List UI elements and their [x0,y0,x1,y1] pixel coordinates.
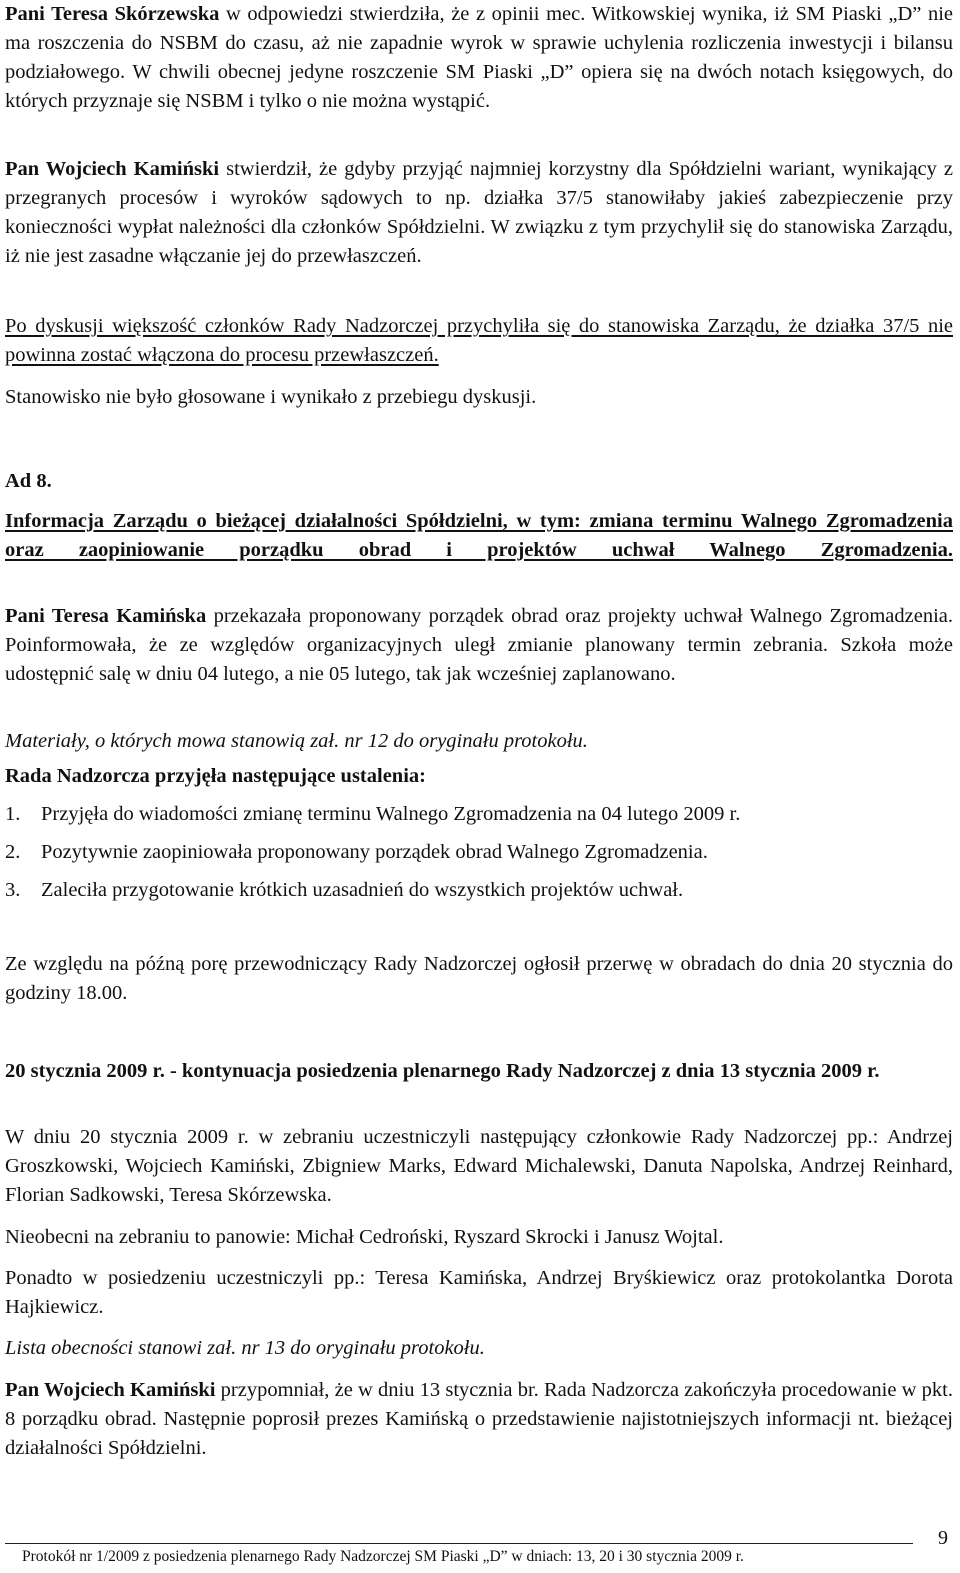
paragraph-text: Nieobecni na zebraniu to panowie: Michał Cedroński, Ryszard Skrocki i Janusz Wojtal. [5,1226,724,1248]
paragraph-text: W dniu 20 stycznia 2009 r. w zebraniu uczestniczyli następujący członkowie Rady Nadzorczej pp.: Andrzej Groszkowski, Wojciech Kamiński, Zbigniew Marks, Edward Michalewski, Danuta Napolska, Andrzej Reinhard, Florian Sadkowski, Teresa Skórzewska. [5,1126,953,1206]
list-number: 3. [5,879,21,901]
paragraph-kaminski-2 [5,1376,953,1463]
paragraph-text: stwierdził, że gdyby przyjąć najmniej korzystny dla Spółdzielni wariant, wynikający z przegranych procesów i wyroków sądowych to np. działka 37/5 stanowiłaby jakieś zabezpieczenie przy konieczności wypłat należności dla członków Spółdzielni. W związku z tym przychylił się do stanowiska Zarządu, iż nie jest zasadne włączanie jej do przewłaszczeń. [5,158,954,267]
list-item [5,838,953,876]
attendance-note: Lista obecności stanowi zał. nr 13 do oryginału protokołu. [5,1337,485,1359]
paragraph-kaminski [5,155,953,271]
paragraph-text: Ze względu na późną porę przewodniczący Rady Nadzorczej ogłosił przerwę w obradach do dnia 20 stycznia do godziny 18.00. [5,953,953,1004]
paragraph-guests [5,1264,953,1322]
list-text: Pozytywnie zaopiniowała proponowany porządek obrad Walnego Zgromadzenia. [41,841,708,863]
paragraph-text: przypomniał, że w dniu 13 stycznia br. Rada Nadzorcza zakończyła procedowanie w pkt. 8 porządku obrad. Następnie poprosił prezes Kamińską o przedstawienie najistotniejszych informacji nt. bieżącej działalności Spółdzielni. [5,1379,953,1459]
speaker-name: Pani Teresa Skórzewska [5,3,220,25]
materials-note: Materiały, o których mowa stanowią zał. nr 12 do oryginału protokołu. [5,730,588,752]
speaker-name: Pani Teresa Kamińska [5,605,207,627]
paragraph-text: Stanowisko nie było głosowane i wynikało z przebiegu dyskusji. [5,386,537,408]
paragraph-skorzewska [5,0,953,116]
list-text: Przyjęła do wiadomości zmianę terminu Walnego Zgromadzenia na 04 lutego 2009 r. [41,803,741,825]
list-item [5,876,953,914]
list-item [5,800,953,838]
footer-divider [5,1543,913,1544]
section-title: 20 stycznia 2009 r. - kontynuacja posiedzenia plenarnego Rady Nadzorczej z dnia 13 stycznia 2009 r. [5,1060,880,1082]
paragraph-text: w odpowiedzi stwierdziła, że z opinii mec. Witkowskiej wynika, iż SM Piaski „D” nie ma roszczenia do NSBM do czasu, aż nie zapadnie wyrok w sprawie uchylenia rozliczenia inwestycji i bilansu podziałowego. W chwili obecnej jedyne roszczenie SM Piaski „D” opiera się na dwóch notach księgowych, do których przyznaje się NSBM i tylko o nie można wystąpić. [5,3,954,112]
paragraph-text: Po dyskusji większość członków Rady Nadzorczej przychyliła się do stanowiska Zarządu, że działka 37/5 nie powinna zostać włączona do procesu przewłaszczeń. [5,315,953,366]
paragraph-break [5,950,953,1008]
list-number: 2. [5,841,21,863]
page-footer: Protokół nr 1/2009 z posiedzenia plenarnego Rady Nadzorczej SM Piaski „D” w dniach: 13, 20 i 30 stycznia 2009 r. [22,1548,744,1565]
paragraph-discussion [5,312,953,370]
speaker-name: Pan Wojciech Kamiński [5,158,220,180]
resolutions-heading: Rada Nadzorcza przyjęła następujące ustalenia: [5,765,426,787]
paragraph-attendees [5,1123,953,1210]
speaker-name: Pan Wojciech Kamiński [5,1379,216,1401]
agenda-point-label: Ad 8. [5,470,52,492]
page-number: 9 [938,1527,948,1549]
paragraph-text: przekazała proponowany porządek obrad oraz projekty uchwał Walnego Zgromadzenia. Poinformowała, że ze względów organizacyjnych uległ zmianie planowany termin zebrania. Szkoła może udostępnić salę w dniu 04 lutego, a nie 05 lutego, tak jak wcześniej zaplanowano. [5,605,953,685]
paragraph-text: Ponadto w posiedzeniu uczestniczyli pp.: Teresa Kamińska, Andrzej Bryśkiewicz oraz protokolantka Dorota Hajkiewicz. [5,1267,953,1318]
paragraph-kaminska [5,602,953,689]
list-text: Zaleciła przygotowanie krótkich uzasadnień do wszystkich projektów uchwał. [41,879,684,901]
list-number: 1. [5,803,21,825]
paragraph-not-voted [5,383,953,412]
agenda-title-text: Informacja Zarządu o bieżącej działalności Spółdzielni, w tym: zmiana terminu Walnego Zgromadzenia oraz zaopiniowanie porządku obrad i projektów uchwał Walnego Zgromadzenia. [5,510,953,561]
agenda-point-title [5,507,953,565]
resolutions-list [5,800,953,914]
paragraph-absent [5,1223,953,1252]
